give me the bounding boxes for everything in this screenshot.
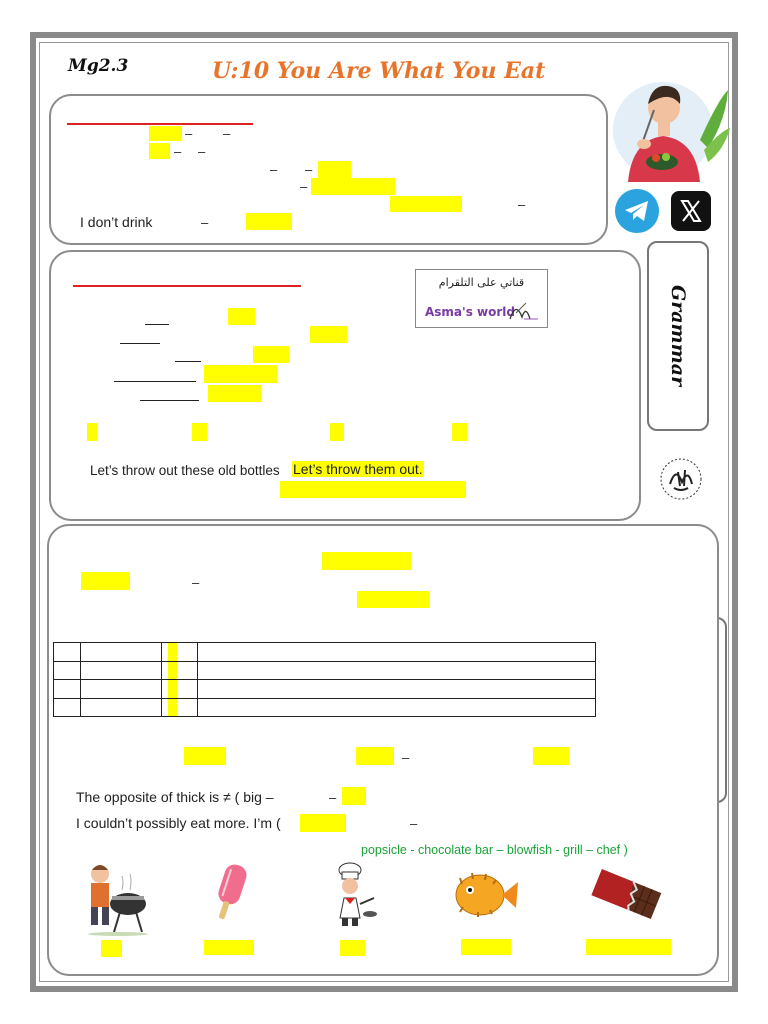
- answer-highlight: [586, 939, 671, 955]
- worksheet-title: U:10 You Are What You Eat: [212, 58, 546, 84]
- blank-line: [175, 361, 201, 362]
- dash: –: [192, 575, 200, 590]
- sentence-throw-out-bottles: Let’s throw out these old bottles: [90, 463, 280, 478]
- dash: –: [185, 126, 193, 141]
- grill-picture: [78, 860, 150, 936]
- answer-highlight: [101, 940, 122, 957]
- answer-highlight: [204, 940, 254, 955]
- blowfish-picture: [452, 870, 520, 920]
- dash: –: [402, 750, 410, 765]
- man-eating-salad-image: [608, 70, 730, 182]
- dash: –: [300, 179, 308, 194]
- x-icon[interactable]: [671, 191, 711, 231]
- answer-highlight: [311, 178, 395, 195]
- answer-highlight: [461, 939, 511, 955]
- answer-highlight: [228, 308, 255, 325]
- answer-highlight: [300, 814, 346, 832]
- example-answer: Let’s throw them out.: [293, 461, 423, 477]
- answer-highlight: [184, 747, 226, 765]
- answer-highlight: [253, 346, 289, 363]
- answer-highlight: [318, 161, 351, 178]
- answer-highlight: [390, 196, 462, 212]
- answer-highlight: [87, 423, 97, 441]
- answer-highlight: [342, 787, 366, 805]
- vocabulary-table: [53, 642, 596, 717]
- answer-highlight: [149, 143, 170, 159]
- channel-arabic-text: قناتي على التلقرام: [438, 276, 525, 289]
- answer-highlight: [452, 423, 467, 441]
- table-row: [54, 661, 596, 680]
- answer-highlight: [280, 481, 466, 498]
- answer-highlight: [149, 126, 182, 141]
- dash: –: [329, 790, 337, 805]
- chef-picture: [326, 862, 378, 928]
- brush-signature-logo: [508, 299, 542, 323]
- table-row: [54, 698, 596, 717]
- arabic-calligraphy-emblem: [658, 456, 704, 502]
- dash: –: [270, 162, 278, 177]
- popsicle-picture: [205, 862, 255, 924]
- dash: –: [201, 215, 209, 230]
- grammar-tab-label: Grammar: [667, 285, 689, 387]
- dash: –: [305, 162, 313, 177]
- answer-highlight: [340, 940, 365, 956]
- dash: –: [518, 197, 526, 212]
- answer-highlight: [208, 385, 261, 402]
- sentence-couldnt-eat-more: I couldn’t possibly eat more. I’m (: [76, 815, 281, 831]
- answer-highlight: [310, 326, 347, 343]
- blank-line: [145, 324, 169, 325]
- blank-line: [114, 381, 196, 382]
- blank-line: [120, 343, 160, 344]
- sentence-opposite-of-thick: The opposite of thick is ≠ ( big –: [76, 789, 274, 805]
- answer-highlight: [330, 423, 344, 441]
- worksheet-code: Mg2.3: [68, 56, 129, 76]
- table-row: [54, 680, 596, 699]
- section-2-red-rule: [73, 285, 301, 287]
- dash: –: [410, 816, 418, 831]
- section-1-red-rule: [67, 123, 253, 125]
- answer-highlight: [204, 365, 277, 383]
- grammar-tab: [647, 241, 709, 431]
- chocolate-bar-picture: [588, 866, 664, 924]
- answer-highlight: [246, 213, 292, 230]
- table-row: [54, 643, 596, 662]
- dash: –: [223, 126, 231, 141]
- channel-name: Asma's world: [425, 305, 515, 319]
- answer-highlight: [322, 552, 411, 570]
- answer-highlight: [533, 747, 569, 765]
- blank-line: [140, 400, 199, 401]
- word-bank: popsicle - chocolate bar – blowfish - grill – chef ): [361, 843, 628, 857]
- answer-highlight: [356, 747, 394, 765]
- answer-highlight: [81, 572, 130, 590]
- answer-highlight: [192, 423, 207, 441]
- telegram-icon[interactable]: [615, 189, 659, 233]
- telegram-channel-box: [415, 269, 548, 328]
- answer-highlight: [357, 591, 429, 608]
- sentence-i-dont-drink: I don’t drink: [80, 214, 153, 230]
- dash: –: [174, 144, 182, 159]
- dash: –: [198, 144, 206, 159]
